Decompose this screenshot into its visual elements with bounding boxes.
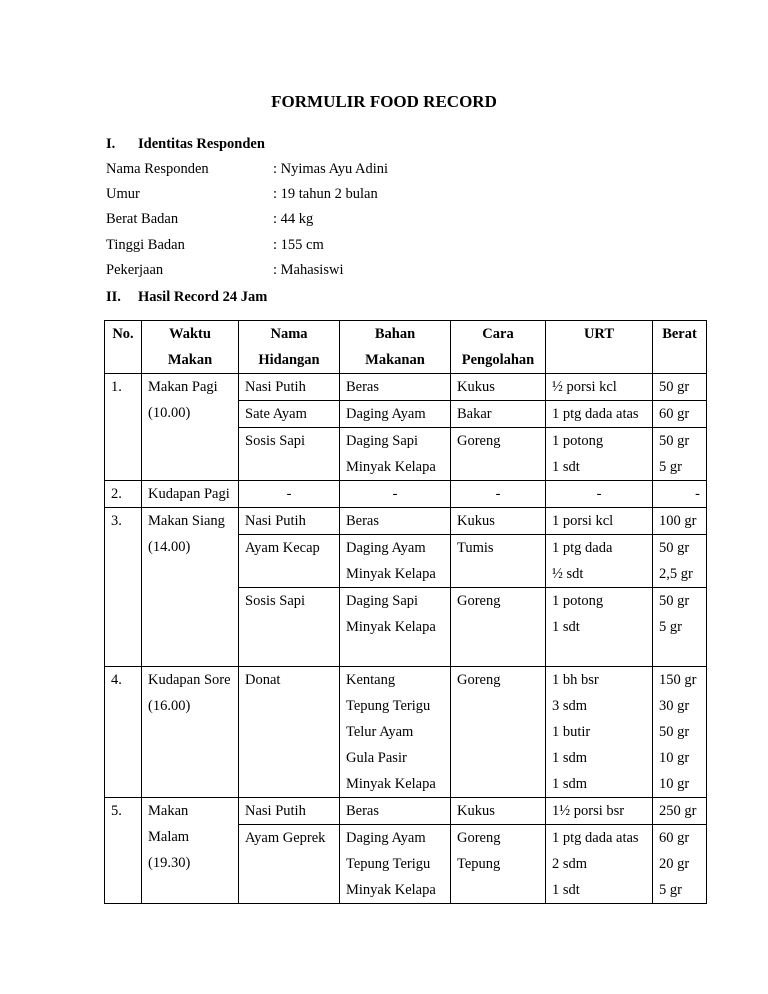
dish-berat: 100 gr [653, 508, 707, 535]
table-row [105, 667, 707, 798]
dish-cara: Kukus [451, 798, 546, 825]
dish-bahan: Beras [340, 798, 451, 825]
section-record-heading [106, 289, 267, 306]
row-no: 1. [105, 374, 142, 481]
section-identitas-heading [106, 136, 265, 153]
dish-bahan: Beras [340, 508, 451, 535]
table-row [105, 481, 707, 508]
row-waktu: Kudapan Sore (16.00) [142, 667, 239, 798]
dish-bahan: Beras [340, 374, 451, 401]
dish-cara: Goreng [451, 428, 546, 481]
dish-nama: Donat [239, 667, 340, 798]
row-waktu: Makan Pagi (10.00) [142, 374, 239, 481]
table-header-row [105, 321, 707, 374]
dish-bahan: Kentang Tepung Terigu Telur Ayam Gula Pasir Minyak Kelapa [340, 667, 451, 798]
dish-nama: Ayam Geprek [239, 825, 340, 904]
dish-bahan: Daging Sapi Minyak Kelapa [340, 588, 451, 667]
header-waktu: Waktu Makan [142, 321, 239, 374]
dish-urt: 1 potong 1 sdt [546, 588, 653, 667]
dish-nama: Ayam Kecap [239, 535, 340, 588]
dish-cara: Tumis [451, 535, 546, 588]
header-no: No. [105, 321, 142, 374]
dish-urt: 1 ptg dada atas 2 sdm 1 sdt [546, 825, 653, 904]
dish-bahan: Daging Sapi Minyak Kelapa [340, 428, 451, 481]
dish-urt: 1 ptg dada atas [546, 401, 653, 428]
table-row [105, 508, 707, 535]
header-nama: Nama Hidangan [239, 321, 340, 374]
dish-berat: 50 gr 5 gr [653, 588, 707, 667]
dish-nama: - [239, 481, 340, 508]
page-title: FORMULIR FOOD RECORD [271, 92, 497, 111]
dish-cara: Goreng Tepung [451, 825, 546, 904]
dish-urt: 1½ porsi bsr [546, 798, 653, 825]
dish-urt: ½ porsi kcl [546, 374, 653, 401]
dish-urt: 1 bh bsr 3 sdm 1 butir 1 sdm 1 sdm [546, 667, 653, 798]
header-cara: Cara Pengolahan [451, 321, 546, 374]
dish-bahan: Daging Ayam [340, 401, 451, 428]
dish-berat: 50 gr [653, 374, 707, 401]
dish-nama: Sosis Sapi [239, 428, 340, 481]
dish-bahan: Daging Ayam Minyak Kelapa [340, 535, 451, 588]
identity-value: : 155 cm [273, 237, 324, 253]
dish-cara: Goreng [451, 667, 546, 798]
dish-berat: 50 gr 5 gr [653, 428, 707, 481]
identity-value: : Mahasiswi [273, 262, 344, 278]
section-number: I. [106, 136, 116, 152]
table-row [105, 798, 707, 825]
identity-label: Nama Responden [106, 161, 209, 177]
dish-nama: Nasi Putih [239, 798, 340, 825]
dish-cara: - [451, 481, 546, 508]
identity-value: : 44 kg [273, 211, 314, 227]
dish-urt: 1 potong 1 sdt [546, 428, 653, 481]
section-label: Identitas Responden [138, 136, 265, 152]
section-label: Hasil Record 24 Jam [138, 289, 268, 305]
dish-berat: 50 gr 2,5 gr [653, 535, 707, 588]
dish-cara: Kukus [451, 508, 546, 535]
dish-berat: 60 gr 20 gr 5 gr [653, 825, 707, 904]
header-bahan: Bahan Makanan [340, 321, 451, 374]
identity-value: : Nyimas Ayu Adini [273, 161, 389, 177]
dish-bahan: Daging Ayam Tepung Terigu Minyak Kelapa [340, 825, 451, 904]
dish-cara: Goreng [451, 588, 546, 667]
identity-label: Berat Badan [106, 211, 179, 227]
row-waktu: Makan Siang (14.00) [142, 508, 239, 667]
dish-berat: 250 gr [653, 798, 707, 825]
dish-nama: Nasi Putih [239, 508, 340, 535]
dish-nama: Nasi Putih [239, 374, 340, 401]
table-row [105, 374, 707, 401]
dish-bahan: - [340, 481, 451, 508]
row-waktu: Makan Malam (19.30) [142, 798, 239, 904]
dish-nama: Sate Ayam [239, 401, 340, 428]
section-number: II. [106, 289, 121, 305]
row-no: 4. [105, 667, 142, 798]
dish-cara: Bakar [451, 401, 546, 428]
dish-berat: - [653, 481, 707, 508]
row-no: 3. [105, 508, 142, 667]
dish-berat: 150 gr 30 gr 50 gr 10 gr 10 gr [653, 667, 707, 798]
row-no: 5. [105, 798, 142, 904]
dish-urt: 1 porsi kcl [546, 508, 653, 535]
dish-nama: Sosis Sapi [239, 588, 340, 667]
row-waktu: Kudapan Pagi [142, 481, 239, 508]
header-berat: Berat [653, 321, 707, 374]
identity-value: : 19 tahun 2 bulan [273, 186, 378, 202]
dish-urt: - [546, 481, 653, 508]
dish-cara: Kukus [451, 374, 546, 401]
header-urt: URT [546, 321, 653, 374]
identity-label: Tinggi Badan [106, 237, 185, 253]
identity-label: Pekerjaan [106, 262, 164, 278]
dish-berat: 60 gr [653, 401, 707, 428]
dish-urt: 1 ptg dada ½ sdt [546, 535, 653, 588]
food-record-table [104, 320, 707, 904]
identity-label: Umur [106, 186, 140, 202]
row-no: 2. [105, 481, 142, 508]
